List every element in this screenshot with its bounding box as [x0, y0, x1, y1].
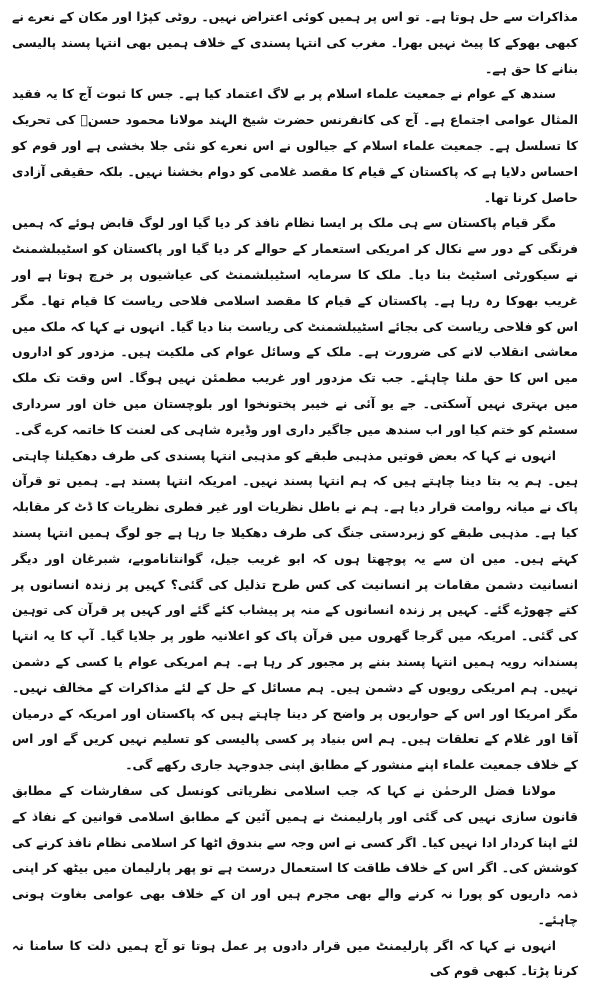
article-paragraph: انہوں نے کہا کہ اگر پارلیمنٹ میں قرار دادوں پر عمل ہوتا تو آج ہمیں ذلت کا سامنا نہ کرنا پڑتا۔ کبھی قوم کی	[12, 937, 578, 979]
article-paragraph: مولانا فضل الرحمٰن نے کہا کہ جب اسلامی نظریاتی کونسل کی سفارشات کے مطابق قانون سازی نہیں کی گئی اور پارلیمنٹ نے ہمیں آئین کے مطابق اسلامی قوانین کے نفاذ کے لئے اپنا کردار ادا نہیں کیا۔ اگر کسی نے اس وجہ سے بندوق اٹھا کر اسلامی نظام نافذ کرنے کی کوشش کی۔ اگر اس کے خلاف طاقت کا استعمال درست ہے تو پھر پارلیمان میں بیٹھ کر اپنی ذمہ داریوں کو پورا نہ کرنے والے بھی مجرم ہیں اور ان کے خلاف بھی عوامی بغاوت ہونی چاہئے۔	[12, 782, 578, 927]
article-body	[12, 4, 578, 979]
article-paragraph: سندھ کے عوام نے جمعیت علماء اسلام پر بے لاگ اعتماد کیا ہے۔ جس کا ثبوت آج کا یہ فقید المثال عوامی اجتماع ہے۔ آج کی کانفرنس حضرت شیخ الہند مولانا محمود حسنؒ کی تحریک کا تسلسل ہے۔ جمعیت علماء اسلام کے جیالوں نے اس نعرے کو نئی جلا بخشی ہے اور قوم کو احساس دلایا ہے کہ پاکستان کے قیام کا مقصد غلامی کو دوام بخشنا نہیں۔ بلکہ حقیقی آزادی حاصل کرنا تھا۔	[12, 86, 578, 205]
article-paragraph: انہوں نے کہا کہ بعض قوتیں مذہبی طبقے کو مذہبی انتہا پسندی کی طرف دھکیلنا چاہتی ہیں۔ ہم یہ بتا دینا چاہتے ہیں کہ ہم انتہا پسند نہیں۔ امریکہ انتہا پسند ہے۔ ہمیں تو قرآن پاک نے میانہ روامت قرار دیا ہے۔ ہم نے باطل نظریات اور غیر فطری نظریات کا ڈٹ کر مقابلہ کیا ہے۔ مذہبی طبقے کو زبردستی جنگ کی طرف دھکیلا جا رہا ہے جو لوگ ہمیں انتہا پسند کہتے ہیں۔ میں ان سے یہ پوچھتا ہوں کہ ابو غریب جیل، گوانتاناموبے، شبرغان اور دیگر انسانیت دشمن مقامات پر انسانیت کی کس طرح تذلیل کی گئی؟ کہیں پر زندہ انسانوں پر کتے چھوڑے گئے۔ کہیں پر زندہ انسانوں کے منہ پر پیشاب کئے گئے اور کہیں پر قرآن کی توہین کی گئی۔ امریکہ میں گرجا گھروں میں قرآن پاک کو اعلانیہ طور پر جلایا گیا۔ آپ کا یہ انتہا پسندانہ رویہ ہمیں انتہا پسند بننے پر مجبور کر رہا ہے۔ ہم امریکی عوام یا کسی کے دشمن نہیں۔ ہم امریکی رویوں کے دشمن ہیں۔ ہم مسائل کے حل کے لئے مذاکرات کے مخالف نہیں۔ مگر امریکا اور اس کے حواریوں پر واضح کر دینا چاہتے ہیں کہ پاکستان اور امریکہ کے درمیان آقا اور غلام کے تعلقات ہیں۔ ہم اس بنیاد پر کسی پالیسی کو تسلیم نہیں کریں گے اور اس کے خلاف جمعیت علماء اپنے منشور کے مطابق اپنی جدوجہد جاری رکھے گی۔	[12, 447, 578, 773]
article-paragraph: مذاکرات سے حل ہوتا ہے۔ تو اس پر ہمیں کوئی اعتراض نہیں۔ روٹی کپڑا اور مکان کے نعرے نے کبھی بھوکے کا پیٹ نہیں بھرا۔ مغرب کی انتہا پسندی کے خلاف ہمیں بھی انتہا پسند پالیسی بنانے کا حق ہے۔	[12, 9, 578, 76]
article-paragraph: مگر قیام پاکستان سے ہی ملک پر ایسا نظام نافذ کر دیا گیا اور لوگ قابض ہوئے کہ ہمیں فرنگی کے دور سے نکال کر امریکی استعمار کے حوالے کر دیا گیا اور پاکستان کو اسٹیبلشمنٹ نے سیکورٹی اسٹیٹ بنا دیا۔ ملک کا سرمایہ اسٹیبلشمنٹ کی عیاشیوں پر خرچ ہوتا ہے اور غریب بھوکا رہ رہا ہے۔ پاکستان کے قیام کا مقصد اسلامی فلاحی ریاست کا قیام تھا۔ مگر اس کو فلاحی ریاست کی بجائے اسٹیبلشمنٹ کی ریاست بنا دیا گیا۔ انہوں نے کہا کہ ملک میں معاشی انقلاب لانے کی ضرورت ہے۔ ملک کے وسائل عوام کی ملکیت ہیں۔ مزدور کو اداروں میں اس کا حق ملنا چاہئے۔ جب تک مزدور اور غریب مطمئن نہیں ہوگا۔ اس وقت تک ملک میں بہتری نہیں آسکتی۔ جے یو آئی نے خیبر پختونخوا اور بلوچستان میں خان اور سرداری سسٹم کو ختم کیا اور اب سندھ میں جاگیر داری اور وڈیرہ شاہی کی لعنت کا خاتمہ کرے گی۔	[12, 215, 578, 437]
